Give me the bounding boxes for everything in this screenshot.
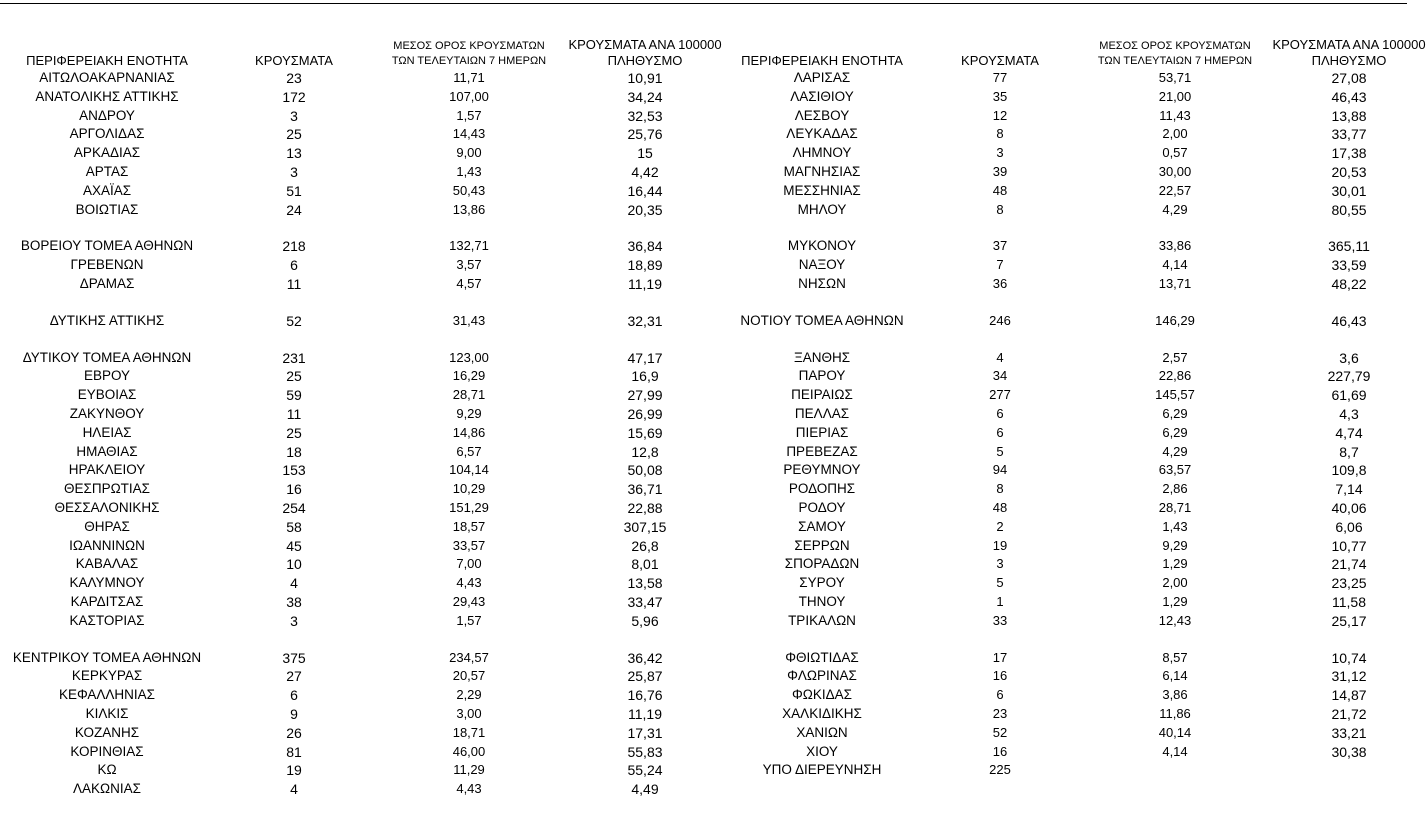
- right-row-name: ΠΕΙΡΑΙΩΣ: [791, 387, 853, 403]
- right-row-per-100k: 10,77: [1331, 537, 1367, 554]
- left-row-per-100k: 33,47: [627, 594, 663, 610]
- left-row-per-100k: 12,8: [631, 443, 659, 460]
- left-row-per-100k: 27,99: [627, 387, 663, 404]
- left-row-avg: 9,00: [456, 145, 482, 161]
- right-row-name: ΜΗΛΟΥ: [797, 201, 847, 217]
- left-row-avg: 11,71: [453, 70, 485, 85]
- left-row-per-100k: 25,87: [627, 668, 663, 685]
- header-cases: ΚΡΟΥΣΜΑΤΑ: [255, 53, 333, 68]
- right-row-name: ΣΠΟΡΑΔΩΝ: [784, 556, 860, 572]
- header-per100k-line1-right: ΚΡΟΥΣΜΑΤΑ ΑΝΑ 100000: [1272, 37, 1426, 52]
- left-row-name: ΑΝΑΤΟΛΙΚΗΣ ΑΤΤΙΚΗΣ: [35, 88, 179, 104]
- left-row-per-100k: 47,17: [627, 349, 663, 366]
- right-row-per-100k: 17,38: [1331, 145, 1367, 162]
- right-row-name: ΛΑΡΙΣΑΣ: [793, 70, 851, 85]
- right-row-per-100k: 33,59: [1331, 257, 1367, 274]
- right-row-per-100k: 80,55: [1331, 201, 1367, 218]
- left-row-avg: 18,57: [452, 518, 486, 534]
- right-row-avg: 9,29: [1162, 537, 1188, 553]
- right-row-avg: 146,29: [1155, 312, 1195, 328]
- left-row-cases: 172: [282, 88, 306, 105]
- left-row-name: ΑΡΚΑΔΙΑΣ: [73, 145, 141, 161]
- left-row-cases: 254: [282, 500, 306, 516]
- right-row-name: ΠΡΕΒΕΖΑΣ: [786, 443, 858, 459]
- right-row-avg: 6,29: [1162, 406, 1188, 421]
- left-row-per-100k: 25,76: [627, 126, 663, 143]
- left-row-avg: 28,71: [452, 387, 486, 403]
- left-row-name: ΔΥΤΙΚΗΣ ΑΤΤΙΚΗΣ: [49, 312, 165, 328]
- left-row-avg: 107,00: [449, 88, 489, 104]
- left-row-avg: 4,57: [456, 276, 482, 291]
- right-row-avg: 1,29: [1162, 556, 1188, 572]
- left-row-name: ΚΙΛΚΙΣ: [85, 706, 129, 721]
- header-per100k-line2-right: ΠΛΗΘΥΣΜΟ: [1311, 53, 1387, 68]
- left-row-name: ΚΩ: [97, 762, 117, 778]
- left-row-cases: 375: [282, 649, 306, 666]
- left-row-cases: 38: [286, 594, 302, 610]
- right-row-per-100k: 109,8: [1331, 462, 1367, 479]
- right-row-cases: 6: [996, 687, 1004, 703]
- left-row-cases: 58: [286, 518, 302, 535]
- left-row-name: ΕΥΒΟΙΑΣ: [77, 387, 137, 403]
- right-row-cases: 225: [989, 762, 1011, 778]
- left-row-per-100k: 17,31: [627, 724, 663, 741]
- right-row-avg: 22,86: [1158, 368, 1192, 384]
- left-row-cases: 24: [286, 201, 302, 218]
- right-row-avg: 8,57: [1162, 649, 1188, 665]
- left-row-cases: 3: [290, 612, 298, 629]
- right-row-cases: 17: [992, 649, 1008, 665]
- top-rule: [0, 3, 1407, 4]
- right-row-avg: 2,86: [1162, 481, 1188, 497]
- right-row-name: ΦΘΙΩΤΙΔΑΣ: [785, 649, 859, 665]
- right-row-per-100k: 61,69: [1331, 387, 1367, 404]
- right-row-per-100k: 48,22: [1331, 276, 1367, 292]
- left-row-name: ΗΜΑΘΙΑΣ: [76, 443, 138, 459]
- right-row-avg: 33,86: [1158, 238, 1192, 254]
- right-row-per-100k: 31,12: [1331, 668, 1367, 685]
- left-row-avg: 104,14: [449, 462, 489, 478]
- left-row-cases: 26: [286, 724, 302, 741]
- right-row-cases: 6: [996, 406, 1004, 421]
- left-row-avg: 132,71: [449, 238, 489, 254]
- right-row-name: ΤΗΝΟΥ: [798, 594, 846, 609]
- right-row-cases: 34: [992, 368, 1008, 384]
- left-row-per-100k: 16,76: [627, 687, 663, 704]
- header-region-right: ΠΕΡΙΦΕΡΕΙΑΚΗ ΕΝΟΤΗΤΑ: [741, 53, 903, 68]
- left-row-per-100k: 4,42: [631, 164, 659, 180]
- left-row-per-100k: 55,24: [627, 762, 663, 779]
- left-row-name: ΑΙΤΩΛΟΑΚΑΡΝΑΝΙΑΣ: [39, 70, 175, 85]
- left-row-avg: 1,57: [456, 107, 482, 123]
- left-row-cases: 6: [290, 687, 298, 704]
- left-row-cases: 81: [286, 743, 302, 760]
- right-row-avg: 40,14: [1158, 724, 1192, 740]
- right-row-name: ΞΑΝΘΗΣ: [793, 349, 851, 365]
- left-row-avg: 31,43: [452, 312, 486, 328]
- left-row-per-100k: 50,08: [627, 462, 663, 479]
- left-row-avg: 2,29: [456, 687, 482, 703]
- left-row-avg: 9,29: [456, 406, 482, 421]
- left-row-per-100k: 55,83: [627, 743, 663, 760]
- right-row-avg: 13,71: [1158, 276, 1192, 291]
- right-row-cases: 48: [992, 182, 1008, 198]
- header-avg-line1-right: ΜΕΣΟΣ ΟΡΟΣ ΚΡΟΥΣΜΑΤΩΝ: [1099, 40, 1251, 52]
- left-row-cases: 23: [286, 70, 302, 86]
- left-row-cases: 16: [286, 481, 302, 498]
- right-row-avg: 22,57: [1158, 182, 1192, 198]
- left-row-cases: 153: [282, 462, 306, 479]
- left-row-per-100k: 4,49: [631, 781, 659, 798]
- left-row-avg: 46,00: [452, 743, 486, 759]
- left-row-per-100k: 36,71: [627, 481, 663, 498]
- left-row-avg: 6,57: [456, 443, 482, 459]
- right-row-cases: 3: [996, 556, 1004, 572]
- right-row-cases: 52: [992, 724, 1008, 740]
- left-row-avg: 13,86: [452, 201, 486, 217]
- left-row-cases: 25: [286, 126, 302, 143]
- right-row-name: ΡΕΘΥΜΝΟΥ: [783, 462, 861, 478]
- left-row-per-100k: 22,88: [627, 500, 663, 516]
- header-per100k-line2: ΠΛΗΘΥΣΜΟ: [607, 53, 683, 68]
- right-row-cases: 6: [996, 424, 1004, 440]
- left-row-per-100k: 5,96: [631, 612, 659, 629]
- right-row-name: ΠΙΕΡΙΑΣ: [795, 424, 849, 440]
- header-cases-right: ΚΡΟΥΣΜΑΤΑ: [961, 53, 1039, 68]
- right-row-avg: 2,57: [1162, 349, 1188, 365]
- right-row-per-100k: 40,06: [1331, 500, 1367, 516]
- right-row-avg: 30,00: [1158, 164, 1192, 179]
- left-row-name: ΔΡΑΜΑΣ: [79, 276, 135, 291]
- left-row-name: ΖΑΚΥΝΘΟΥ: [69, 406, 145, 421]
- right-row-avg: 2,00: [1162, 126, 1188, 142]
- right-row-name: ΝΑΞΟΥ: [798, 257, 846, 273]
- right-row-per-100k: 8,7: [1339, 443, 1359, 460]
- left-row-name: ΘΕΣΠΡΩΤΙΑΣ: [63, 481, 151, 497]
- left-row-per-100k: 32,53: [627, 107, 663, 124]
- left-row-cases: 218: [282, 238, 306, 255]
- right-row-name: ΝΗΣΩΝ: [798, 276, 846, 291]
- header-region: ΠΕΡΙΦΕΡΕΙΑΚΗ ΕΝΟΤΗΤΑ: [26, 53, 188, 68]
- left-row-avg: 123,00: [449, 349, 489, 365]
- right-row-avg: 6,29: [1162, 424, 1188, 440]
- right-row-per-100k: 46,43: [1331, 312, 1367, 329]
- right-row-per-100k: 27,08: [1331, 70, 1367, 86]
- left-row-avg: 1,43: [456, 164, 482, 179]
- left-row-per-100k: 8,01: [631, 556, 659, 573]
- right-row-avg: 2,00: [1162, 575, 1188, 591]
- left-row-cases: 25: [286, 368, 302, 385]
- right-row-avg: 1,43: [1162, 518, 1188, 534]
- left-row-name: ΚΕΦΑΛΛΗΝΙΑΣ: [58, 687, 156, 703]
- right-row-per-100k: 227,79: [1327, 368, 1371, 385]
- left-row-name: ΚΑΡΔΙΤΣΑΣ: [70, 594, 144, 609]
- left-row-per-100k: 10,91: [627, 70, 663, 86]
- right-row-cases: 8: [996, 201, 1004, 217]
- right-row-per-100k: 33,77: [1331, 126, 1367, 143]
- right-row-per-100k: 46,43: [1331, 88, 1367, 105]
- left-row-name: ΚΟΖΑΝΗΣ: [74, 724, 140, 740]
- right-row-per-100k: 25,17: [1331, 612, 1367, 629]
- left-row-name: ΘΕΣΣΑΛΟΝΙΚΗΣ: [54, 500, 160, 515]
- header-per100k-line1: ΚΡΟΥΣΜΑΤΑ ΑΝΑ 100000: [568, 37, 722, 52]
- left-row-per-100k: 18,89: [627, 257, 663, 274]
- left-row-cases: 45: [286, 537, 302, 554]
- right-row-cases: 7: [996, 257, 1004, 273]
- left-row-avg: 4,43: [456, 575, 482, 591]
- right-row-per-100k: 21,72: [1331, 706, 1367, 722]
- left-row-avg: 33,57: [452, 537, 486, 553]
- left-row-avg: 18,71: [452, 724, 486, 740]
- left-row-per-100k: 15,69: [627, 424, 663, 441]
- left-row-avg: 50,43: [452, 182, 486, 198]
- left-row-cases: 52: [286, 312, 302, 329]
- right-row-cases: 277: [989, 387, 1011, 403]
- right-row-per-100k: 30,01: [1331, 182, 1367, 199]
- right-row-cases: 8: [996, 481, 1004, 497]
- right-row-per-100k: 14,87: [1331, 687, 1367, 704]
- left-row-name: ΚΕΝΤΡΙΚΟΥ ΤΟΜΕΑ ΑΘΗΝΩΝ: [12, 649, 202, 665]
- left-row-avg: 4,43: [456, 781, 482, 797]
- right-row-name: ΠΕΛΛΑΣ: [794, 406, 850, 421]
- left-row-per-100k: 36,84: [627, 238, 663, 255]
- left-row-cases: 4: [290, 575, 298, 592]
- right-row-name: ΛΑΣΙΘΙΟΥ: [790, 88, 854, 104]
- left-row-per-100k: 16,9: [631, 368, 659, 385]
- right-row-cases: 8: [996, 126, 1004, 142]
- right-row-name: ΦΩΚΙΔΑΣ: [792, 687, 852, 703]
- right-row-avg: 145,57: [1155, 387, 1195, 403]
- left-row-cases: 18: [286, 443, 302, 460]
- left-row-cases: 13: [286, 145, 302, 162]
- right-row-name: ΣΥΡΟΥ: [799, 575, 845, 591]
- left-row-avg: 151,29: [449, 500, 489, 515]
- left-row-per-100k: 13,58: [627, 575, 663, 592]
- right-row-per-100k: 30,38: [1331, 743, 1367, 760]
- left-row-per-100k: 16,44: [627, 182, 663, 199]
- left-row-name: ΛΑΚΩΝΙΑΣ: [73, 781, 141, 797]
- right-row-avg: 63,57: [1158, 462, 1192, 478]
- left-row-cases: 9: [290, 706, 298, 722]
- right-row-per-100k: 6,06: [1335, 518, 1363, 535]
- right-row-avg: 11,43: [1159, 107, 1191, 123]
- right-row-name: ΛΕΥΚΑΔΑΣ: [786, 126, 858, 142]
- left-row-per-100k: 34,24: [627, 88, 663, 105]
- left-row-name: ΚΟΡΙΝΘΙΑΣ: [70, 743, 144, 759]
- right-row-name: ΠΑΡΟΥ: [798, 368, 846, 384]
- right-row-avg: 4,29: [1162, 201, 1188, 217]
- left-row-name: ΙΩΑΝΝΙΝΩΝ: [69, 537, 145, 553]
- left-row-per-100k: 15: [637, 145, 653, 162]
- left-row-cases: 3: [290, 107, 298, 124]
- right-row-per-100k: 20,53: [1331, 164, 1367, 180]
- left-row-avg: 11,29: [453, 762, 485, 778]
- right-row-name: ΜΥΚΟΝΟΥ: [787, 238, 857, 254]
- left-row-per-100k: 32,31: [627, 312, 663, 329]
- left-row-avg: 29,43: [452, 594, 486, 609]
- left-row-name: ΒΟΡΕΙΟΥ ΤΟΜΕΑ ΑΘΗΝΩΝ: [20, 238, 194, 254]
- right-row-name: ΣΑΜΟΥ: [798, 518, 846, 534]
- left-row-name: ΚΑΛΥΜΝΟΥ: [69, 575, 145, 591]
- right-row-cases: 39: [992, 164, 1008, 179]
- left-row-avg: 234,57: [449, 649, 489, 665]
- left-row-per-100k: 36,42: [627, 649, 663, 666]
- right-row-cases: 48: [992, 500, 1008, 515]
- right-row-name: ΡΟΔΟΠΗΣ: [788, 481, 856, 497]
- right-row-name: ΝΟΤΙΟΥ ΤΟΜΕΑ ΑΘΗΝΩΝ: [740, 312, 904, 328]
- left-row-name: ΚΑΣΤΟΡΙΑΣ: [69, 612, 145, 628]
- left-row-avg: 3,00: [456, 706, 482, 721]
- left-row-avg: 3,57: [456, 257, 482, 273]
- right-row-name: ΡΟΔΟΥ: [798, 500, 846, 515]
- right-row-cases: 37: [992, 238, 1008, 254]
- left-row-cases: 3: [290, 164, 298, 180]
- right-row-avg: 4,14: [1162, 743, 1188, 759]
- right-row-cases: 5: [996, 575, 1004, 591]
- right-row-cases: 5: [996, 443, 1004, 459]
- left-row-per-100k: 26,8: [631, 537, 659, 554]
- right-row-avg: 3,86: [1162, 687, 1188, 703]
- right-row-cases: 19: [992, 537, 1008, 553]
- left-row-name: ΗΡΑΚΛΕΙΟΥ: [68, 462, 146, 478]
- right-row-cases: 23: [992, 706, 1008, 721]
- left-row-cases: 11: [286, 276, 302, 292]
- right-row-cases: 77: [992, 70, 1008, 85]
- left-row-cases: 4: [290, 781, 298, 798]
- right-row-name: ΜΑΓΝΗΣΙΑΣ: [783, 164, 861, 179]
- header-avg-line2: ΤΩΝ ΤΕΛΕΥΤΑΙΩΝ 7 ΗΜΕΡΩΝ: [391, 55, 547, 67]
- left-row-avg: 7,00: [456, 556, 482, 572]
- right-row-avg: 12,43: [1158, 612, 1192, 628]
- right-row-avg: 6,14: [1162, 668, 1188, 684]
- header-avg-line2-right: ΤΩΝ ΤΕΛΕΥΤΑΙΩΝ 7 ΗΜΕΡΩΝ: [1097, 55, 1253, 67]
- right-row-per-100k: 11,58: [1332, 594, 1366, 610]
- right-row-cases: 1: [996, 594, 1004, 609]
- right-row-per-100k: 7,14: [1335, 481, 1363, 498]
- right-row-cases: 4: [996, 349, 1004, 365]
- left-row-name: ΔΥΤΙΚΟΥ ΤΟΜΕΑ ΑΘΗΝΩΝ: [22, 349, 192, 365]
- right-row-per-100k: 10,74: [1331, 649, 1367, 666]
- right-row-name: ΦΛΩΡΙΝΑΣ: [787, 668, 857, 684]
- left-row-cases: 25: [286, 424, 302, 441]
- right-row-avg: 0,57: [1162, 145, 1188, 161]
- left-row-avg: 20,57: [452, 668, 486, 684]
- right-row-avg: 4,29: [1162, 443, 1188, 459]
- left-row-name: ΑΧΑΪΑΣ: [82, 182, 132, 198]
- right-row-per-100k: 4,74: [1335, 424, 1363, 441]
- right-row-per-100k: 3,6: [1339, 349, 1359, 366]
- left-row-cases: 27: [286, 668, 302, 685]
- left-row-per-100k: 20,35: [627, 201, 663, 218]
- left-row-name: ΑΝΔΡΟΥ: [79, 107, 135, 123]
- right-row-name: ΛΕΣΒΟΥ: [794, 107, 850, 123]
- left-row-cases: 10: [286, 556, 302, 573]
- left-row-name: ΚΕΡΚΥΡΑΣ: [71, 668, 143, 684]
- right-row-per-100k: 365,11: [1328, 238, 1370, 255]
- left-row-avg: 1,57: [456, 612, 482, 628]
- left-row-cases: 19: [286, 762, 302, 779]
- right-row-per-100k: 4,3: [1339, 406, 1359, 422]
- header-avg-line1: ΜΕΣΟΣ ΟΡΟΣ ΚΡΟΥΣΜΑΤΩΝ: [393, 40, 545, 52]
- left-row-name: ΑΡΓΟΛΙΔΑΣ: [69, 126, 145, 142]
- left-row-per-100k: 26,99: [627, 406, 663, 422]
- right-row-per-100k: 33,21: [1331, 724, 1367, 741]
- right-row-cases: 3: [996, 145, 1004, 161]
- left-row-cases: 59: [286, 387, 302, 404]
- left-row-name: ΕΒΡΟΥ: [83, 368, 131, 384]
- right-row-avg: 1,29: [1162, 594, 1188, 609]
- right-row-cases: 246: [989, 312, 1011, 328]
- right-row-avg: 4,14: [1162, 257, 1188, 273]
- left-row-avg: 14,43: [452, 126, 486, 142]
- right-row-name: ΧΙΟΥ: [806, 743, 838, 759]
- right-row-cases: 16: [992, 743, 1008, 759]
- left-row-per-100k: 307,15: [623, 518, 667, 535]
- right-row-name: ΥΠΟ ΔΙΕΡΕΥΝΗΣΗ: [762, 762, 882, 778]
- left-row-avg: 16,29: [452, 368, 486, 384]
- right-row-cases: 12: [992, 107, 1008, 123]
- right-row-per-100k: 21,74: [1331, 556, 1367, 573]
- right-row-name: ΛΗΜΝΟΥ: [792, 145, 852, 161]
- right-row-cases: 2: [996, 518, 1004, 534]
- right-row-name: ΤΡΙΚΑΛΩΝ: [788, 612, 856, 628]
- right-row-avg: 11,86: [1159, 706, 1191, 721]
- right-row-avg: 21,00: [1158, 88, 1192, 104]
- left-row-cases: 231: [282, 349, 306, 366]
- right-row-cases: 94: [992, 462, 1008, 478]
- right-row-per-100k: 13,88: [1331, 107, 1367, 124]
- right-row-per-100k: 23,25: [1331, 575, 1367, 592]
- left-row-name: ΚΑΒΑΛΑΣ: [75, 556, 139, 572]
- left-row-avg: 10,29: [452, 481, 486, 497]
- left-row-name: ΓΡΕΒΕΝΩΝ: [70, 257, 144, 273]
- right-row-cases: 35: [992, 88, 1008, 104]
- right-row-name: ΜΕΣΣΗΝΙΑΣ: [783, 182, 861, 198]
- right-row-cases: 36: [992, 276, 1008, 291]
- left-row-name: ΒΟΙΩΤΙΑΣ: [75, 201, 139, 217]
- right-row-name: ΧΑΛΚΙΔΙΚΗΣ: [782, 706, 862, 721]
- right-row-name: ΧΑΝΙΩΝ: [796, 724, 848, 740]
- right-row-avg: 53,71: [1158, 70, 1192, 85]
- left-row-name: ΘΗΡΑΣ: [84, 518, 130, 534]
- left-row-avg: 14,86: [452, 424, 486, 440]
- left-row-per-100k: 11,19: [628, 276, 662, 292]
- right-row-cases: 16: [992, 668, 1008, 684]
- left-row-name: ΑΡΤΑΣ: [85, 164, 129, 179]
- left-row-name: ΗΛΕΙΑΣ: [82, 424, 132, 440]
- right-row-avg: 28,71: [1158, 500, 1192, 515]
- left-row-cases: 51: [286, 182, 302, 199]
- right-row-cases: 33: [992, 612, 1008, 628]
- left-row-per-100k: 11,19: [628, 706, 662, 722]
- left-row-cases: 6: [290, 257, 298, 274]
- left-row-cases: 11: [286, 406, 302, 422]
- right-row-name: ΣΕΡΡΩΝ: [794, 537, 850, 553]
